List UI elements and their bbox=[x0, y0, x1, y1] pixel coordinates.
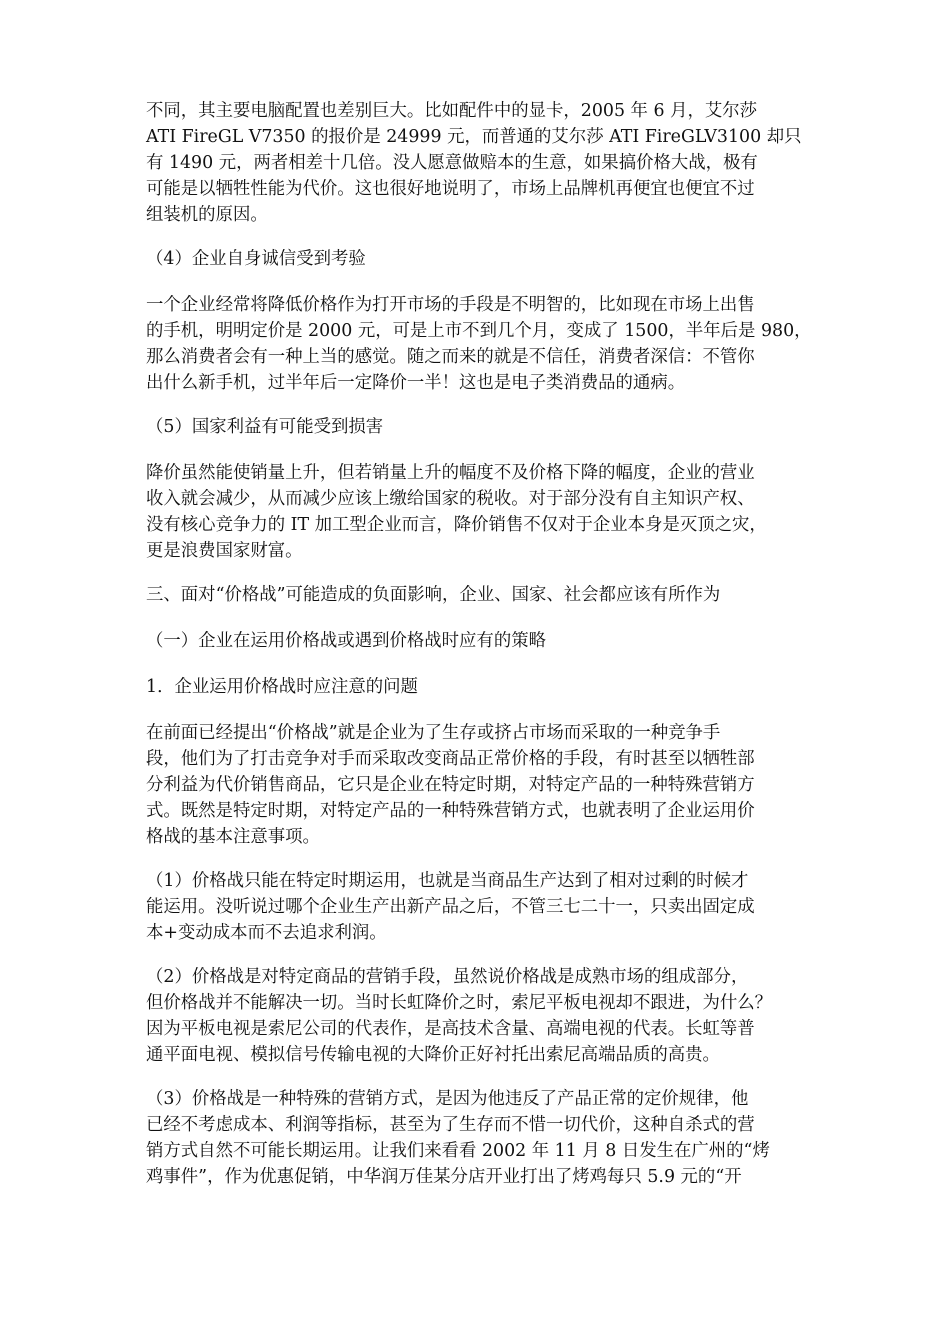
text-line: 一个企业经常将降低价格作为打开市场的手段是不明智的，比如现在市场上出售 bbox=[146, 295, 755, 315]
text-line: ATI FireGL V7350 的报价是 24999 元，而普通的艾尔莎 ATI FireGLV3100 却只 bbox=[146, 127, 802, 147]
subsection-heading-one bbox=[146, 628, 812, 654]
document-page bbox=[146, 98, 812, 1208]
heading-text: 三、面对“价格战”可能造成的负面影响，企业、国家、社会都应该有所作为 bbox=[146, 585, 721, 605]
heading-text: （5）国家利益有可能受到损害 bbox=[146, 417, 384, 437]
paragraph-point-2 bbox=[146, 964, 812, 1068]
text-line: 可能是以牺牲性能为代价。这也很好地说明了，市场上品牌机再便宜也便宜不过 bbox=[146, 179, 755, 199]
text-line: （2）价格战是对特定商品的营销手段，虽然说价格战是成熟市场的组成部分， bbox=[146, 967, 749, 987]
heading-text: （4）企业自身诚信受到考验 bbox=[146, 249, 366, 269]
text-line: 出什么新手机，过半年后一定降价一半！这也是电子类消费品的通病。 bbox=[146, 373, 686, 393]
text-line: 通平面电视、模拟信号传输电视的大降价正好衬托出索尼高端品质的高贵。 bbox=[146, 1045, 720, 1065]
text-line: 组装机的原因。 bbox=[146, 205, 268, 225]
paragraph-price-war-definition bbox=[146, 720, 812, 850]
text-line: 那么消费者会有一种上当的感觉。随之而来的就是不信任，消费者深信：不管你 bbox=[146, 347, 755, 367]
text-line: 鸡事件”，作为优惠促销，中华润万佳某分店开业打出了烤鸡每只 5.9 元的“开 bbox=[146, 1167, 742, 1187]
section-heading-three bbox=[146, 582, 812, 608]
text-line: （1）价格战只能在特定时期运用，也就是当商品生产达到了相对过剩的时候才 bbox=[146, 871, 749, 891]
text-line: 能运用。没听说过哪个企业生产出新产品之后，不管三七二十一，只卖出固定成 bbox=[146, 897, 755, 917]
subsection-heading-1-1 bbox=[146, 674, 812, 700]
text-line: 销方式自然不可能长期运用。让我们来看看 2002 年 11 月 8 日发生在广州的“烤 bbox=[146, 1141, 770, 1161]
heading-text: 1．企业运用价格战时应注意的问题 bbox=[146, 677, 418, 697]
text-line: 不同，其主要电脑配置也差别巨大。比如配件中的显卡，2005 年 6 月，艾尔莎 bbox=[146, 101, 758, 121]
text-line: 的手机，明明定价是 2000 元，可是上市不到几个月，变成了 1500，半年后是 980， bbox=[146, 321, 812, 341]
text-line: 式。既然是特定时期，对特定产品的一种特殊营销方式，也就表明了企业运用价 bbox=[146, 801, 755, 821]
text-line: 段，他们为了打击竞争对手而采取改变商品正常价格的手段，有时甚至以牺牲部 bbox=[146, 749, 755, 769]
text-line: 本+变动成本而不去追求利润。 bbox=[146, 923, 387, 943]
text-line: 没有核心竞争力的 IT 加工型企业而言，降价销售不仅对于企业本身是灭顶之灾， bbox=[146, 515, 767, 535]
paragraph-phone-pricing bbox=[146, 292, 812, 396]
text-line: 已经不考虑成本、利润等指标，甚至为了生存而不惜一切代价，这种自杀式的营 bbox=[146, 1115, 755, 1135]
text-line: 更是浪费国家财富。 bbox=[146, 541, 303, 561]
heading-text: （一）企业在运用价格战或遇到价格战时应有的策略 bbox=[146, 631, 546, 651]
text-line: 格战的基本注意事项。 bbox=[146, 827, 320, 847]
text-line: 因为平板电视是索尼公司的代表作，是高技术含量、高端电视的代表。长虹等普 bbox=[146, 1019, 755, 1039]
paragraph-point-3 bbox=[146, 1086, 812, 1190]
text-line: 但价格战并不能解决一切。当时长虹降价之时，索尼平板电视却不跟进，为什么？ bbox=[146, 993, 773, 1013]
paragraph-graphics-card-pricing bbox=[146, 98, 812, 228]
text-line: 有 1490 元，两者相差十几倍。没人愿意做赔本的生意，如果搞价格大战，极有 bbox=[146, 153, 758, 173]
text-line: 分利益为代价销售商品，它只是企业在特定时期，对特定产品的一种特殊营销方 bbox=[146, 775, 755, 795]
paragraph-tax-revenue bbox=[146, 460, 812, 564]
text-line: 收入就会减少，从而减少应该上缴给国家的税收。对于部分没有自主知识产权、 bbox=[146, 489, 755, 509]
heading-national-interest bbox=[146, 414, 812, 440]
text-line: 降价虽然能使销量上升，但若销量上升的幅度不及价格下降的幅度，企业的营业 bbox=[146, 463, 755, 483]
paragraph-point-1 bbox=[146, 868, 812, 946]
text-line: 在前面已经提出“价格战”就是企业为了生存或挤占市场而采取的一种竞争手 bbox=[146, 723, 721, 743]
text-line: （3）价格战是一种特殊的营销方式，是因为他违反了产品正常的定价规律，他 bbox=[146, 1089, 749, 1109]
heading-integrity bbox=[146, 246, 812, 272]
